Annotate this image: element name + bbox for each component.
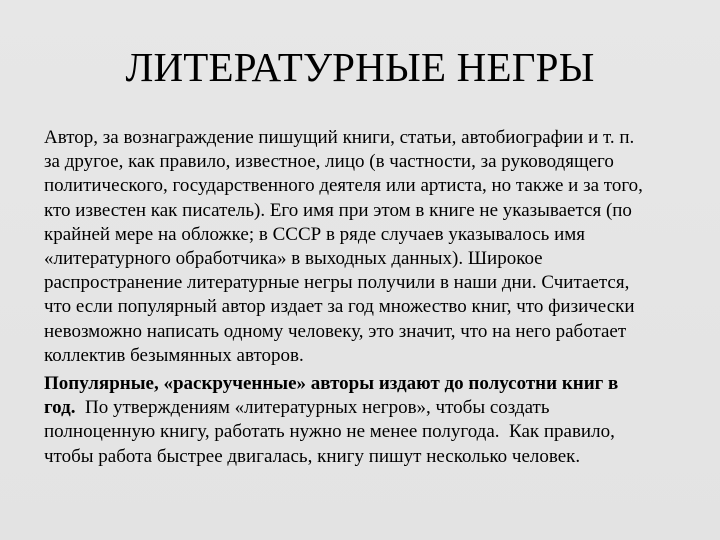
paragraph-1-line: крайней мере на обложке; в СССР в ряде случаев указывалось имя	[44, 223, 586, 245]
paragraph-1-line: Автор, за вознаграждение пишущий книги, статьи, автобиографии и т. п.	[44, 127, 635, 148]
paragraph-1-line: невозможно написать одному человеку, это значит, что на него работает	[44, 320, 627, 342]
paragraph-1-line: за другое, как правило, известное, лицо (в частности, за руководящего	[44, 151, 614, 173]
paragraph-2	[44, 372, 684, 469]
paragraph-2-line-rest: По утверждениям «литературных негров», чтобы создать	[75, 397, 550, 419]
paragraph-1-line: кто известен как писатель). Его имя при этом в книге не указывается (по	[44, 199, 632, 221]
paragraph-2-bold-line: Популярные, «раскрученные» авторы издают до полусотни книг в	[44, 373, 619, 395]
paragraph-1-line: «литературного обработчика» в выходных данных). Широкое	[44, 248, 543, 270]
paragraph-1-line: коллектив безымянных авторов.	[44, 344, 304, 366]
paragraph-2-line: полноценную книгу, работать нужно не менее полугода. Как правило,	[44, 421, 615, 443]
paragraph-2-line: чтобы работа быстрее двигалась, книгу пишут несколько человек.	[44, 445, 581, 467]
slide-title: ЛИТЕРАТУРНЫЕ НЕГРЫ	[125, 44, 595, 90]
paragraph-2-line	[44, 396, 684, 420]
paragraph-1-line: распространение литературные негры получили в наши дни. Считается,	[44, 272, 630, 294]
paragraph-2-bold-start: год.	[44, 397, 76, 419]
slide-body	[44, 126, 684, 469]
paragraph-1-line: политического, государственного деятеля или артиста, но также и за того,	[44, 175, 643, 197]
paragraph-1-line: что если популярный автор издает за год множество книг, что физически	[44, 296, 635, 318]
paragraph-1	[44, 126, 684, 368]
